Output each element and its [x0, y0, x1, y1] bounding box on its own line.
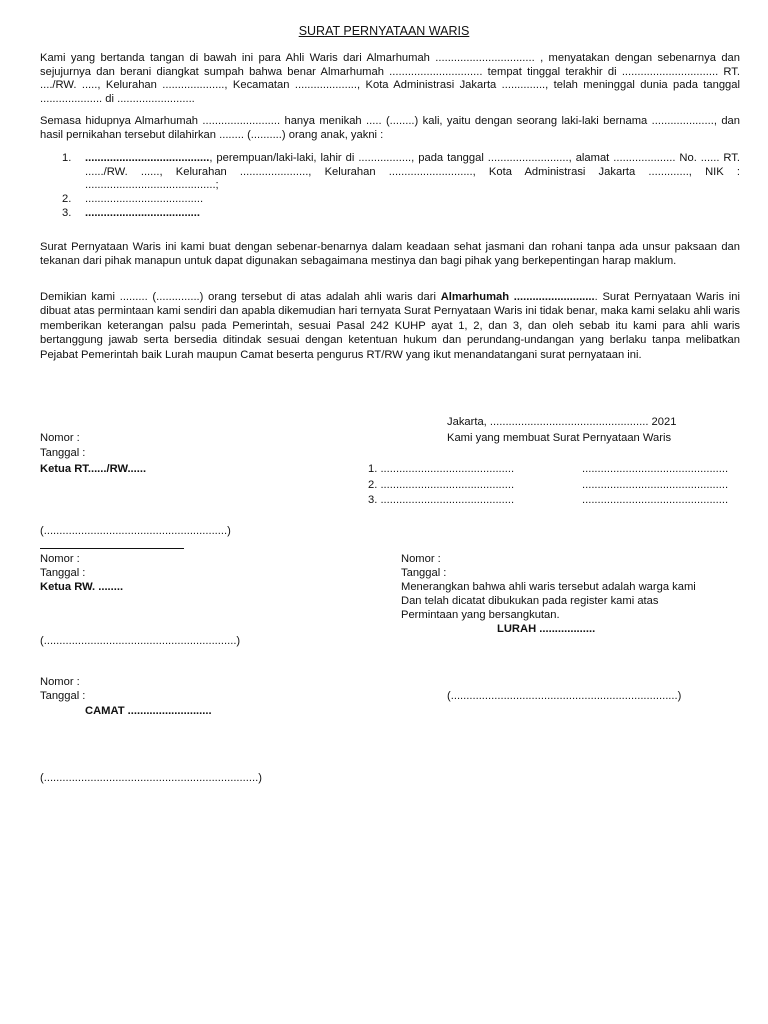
- place-date: Jakarta, ................................................... 2021: [447, 416, 677, 428]
- rw-signature-line: (..............................................................): [40, 635, 241, 647]
- lurah-tanggal-label: Tanggal :: [401, 567, 447, 579]
- closing-paragraph-end: . Surat Pernyataan Waris ini dibuat atas permintaan kami sendiri dan apabla dikemudian hari ternyata Surat Pernyataan Waris ini tidak benar, maka kami selaku ahli waris memberikan keterangan palsu pada Pemerintah, sesuai Pasal 242 KUHP ayat 1, 2, dan 3, dan oleh sebab itu kami para ahli waris bertanggung jawab serta bersedia ditindak sesuai dengan ketentuan hukum dan perundang-undangan yang berlaku tanpa melibatkan Pejabat Pemerintah baik Lurah maupun Camat beserta pengurus RT/RW yang ikut menandatangani surat pernyataan ini.: [40, 291, 740, 361]
- rt-signature-line: (...........................................................): [40, 525, 231, 537]
- list-number-2: 2.: [62, 193, 72, 205]
- heir-sign-1-left: 1. ...........................................: [368, 463, 515, 475]
- closing-paragraph-start: Demikian kami ......... (..............) orang tersebut di atas adalah ahli waris dari: [40, 291, 441, 303]
- camat-title: CAMAT ...........................: [85, 705, 212, 717]
- heir-sign-2-left: 2. ...........................................: [368, 479, 515, 491]
- document-title: SURAT PERNYATAAN WARIS: [298, 24, 470, 38]
- lurah-nomor-label: Nomor :: [401, 553, 441, 565]
- separator-line: [40, 548, 184, 549]
- heir-sign-3-right: ...............................................: [582, 494, 729, 506]
- list-item-2: ......................................: [85, 193, 204, 205]
- list-item-1-name: ........................................: [85, 152, 210, 164]
- rt-title: Ketua RT....../RW......: [40, 463, 147, 475]
- rw-tanggal-label: Tanggal :: [40, 567, 86, 579]
- camat-signature-line: (.....................................................................): [40, 772, 262, 784]
- list-item-3-name: .....................................: [85, 207, 201, 219]
- statement-paragraph: Surat Pernyataan Waris ini kami buat dengan sebenar-benarnya dalam keadaan sehat jasmani dan rohani tanpa ada unsur paksaan dan tekanan dari pihak manapun untuk dapat digunakan sebagaimana mestinya dan bagi pihak yang berkepentingan harap maklum.: [40, 241, 740, 267]
- rt-tanggal-label: Tanggal :: [40, 447, 86, 459]
- maker-label: Kami yang membuat Surat Pernyataan Waris: [447, 432, 672, 444]
- list-item-1: [85, 152, 740, 193]
- lurah-statement-1: Menerangkan bahwa ahli waris tersebut adalah warga kami: [401, 581, 696, 593]
- list-item-3: [85, 207, 740, 221]
- closing-paragraph-deceased: Almarhumah ..........................: [440, 291, 595, 303]
- lurah-statement-2: Dan telah dicatat dibukukan pada register kami atas: [401, 595, 659, 607]
- lurah-title: LURAH ..................: [497, 623, 596, 635]
- heir-sign-2-right: ...............................................: [582, 479, 729, 491]
- closing-paragraph: [40, 290, 740, 362]
- list-number-3: 3.: [62, 207, 72, 219]
- lurah-statement-3: Permintaan yang bersangkutan.: [401, 609, 560, 621]
- list-item-1-details: , perempuan/laki-laki, lahir di ................., pada tanggal .........................., alamat .................... No. ...... RT. ....../RW. ......, Kelurahan ......................, Kelurahan ..........................., Kota Administrasi Jakarta ............., NIK : ..........................................;: [85, 152, 740, 192]
- opening-paragraph: Kami yang bertanda tangan di bawah ini para Ahli Waris dari Almarhumah ................................ , menyatakan dengan sebenarnya dan sejujurnya dan berani diangkat sumpah bahwa benar Almarhumah .............................. tempat tinggal terakhir di ............................... RT. ..../RW. ....., Kelurahan ...................., Kecamatan ...................., Kota Administrasi Jakarta .............., telah meninggal dunia pada tanggal .................... di .........................: [40, 52, 740, 105]
- rw-nomor-label: Nomor :: [40, 553, 80, 565]
- list-number-1: 1.: [62, 152, 72, 164]
- camat-nomor-label: Nomor :: [40, 676, 80, 688]
- marriage-paragraph: Semasa hidupnya Almarhumah ......................... hanya menikah ..... (........) kali, yaitu dengan seorang laki-laki bernama ...................., dan hasil pernikahan tersebut dilahirkan ........ (..........) orang anak, yakni :: [40, 115, 740, 141]
- rw-title: Ketua RW. ........: [40, 581, 124, 593]
- rt-nomor-label: Nomor :: [40, 432, 80, 444]
- lurah-signature-line: (.........................................................................): [447, 690, 682, 702]
- camat-tanggal-label: Tanggal :: [40, 690, 86, 702]
- heir-sign-3-left: 3. ...........................................: [368, 494, 515, 506]
- heir-sign-1-right: ...............................................: [582, 463, 729, 475]
